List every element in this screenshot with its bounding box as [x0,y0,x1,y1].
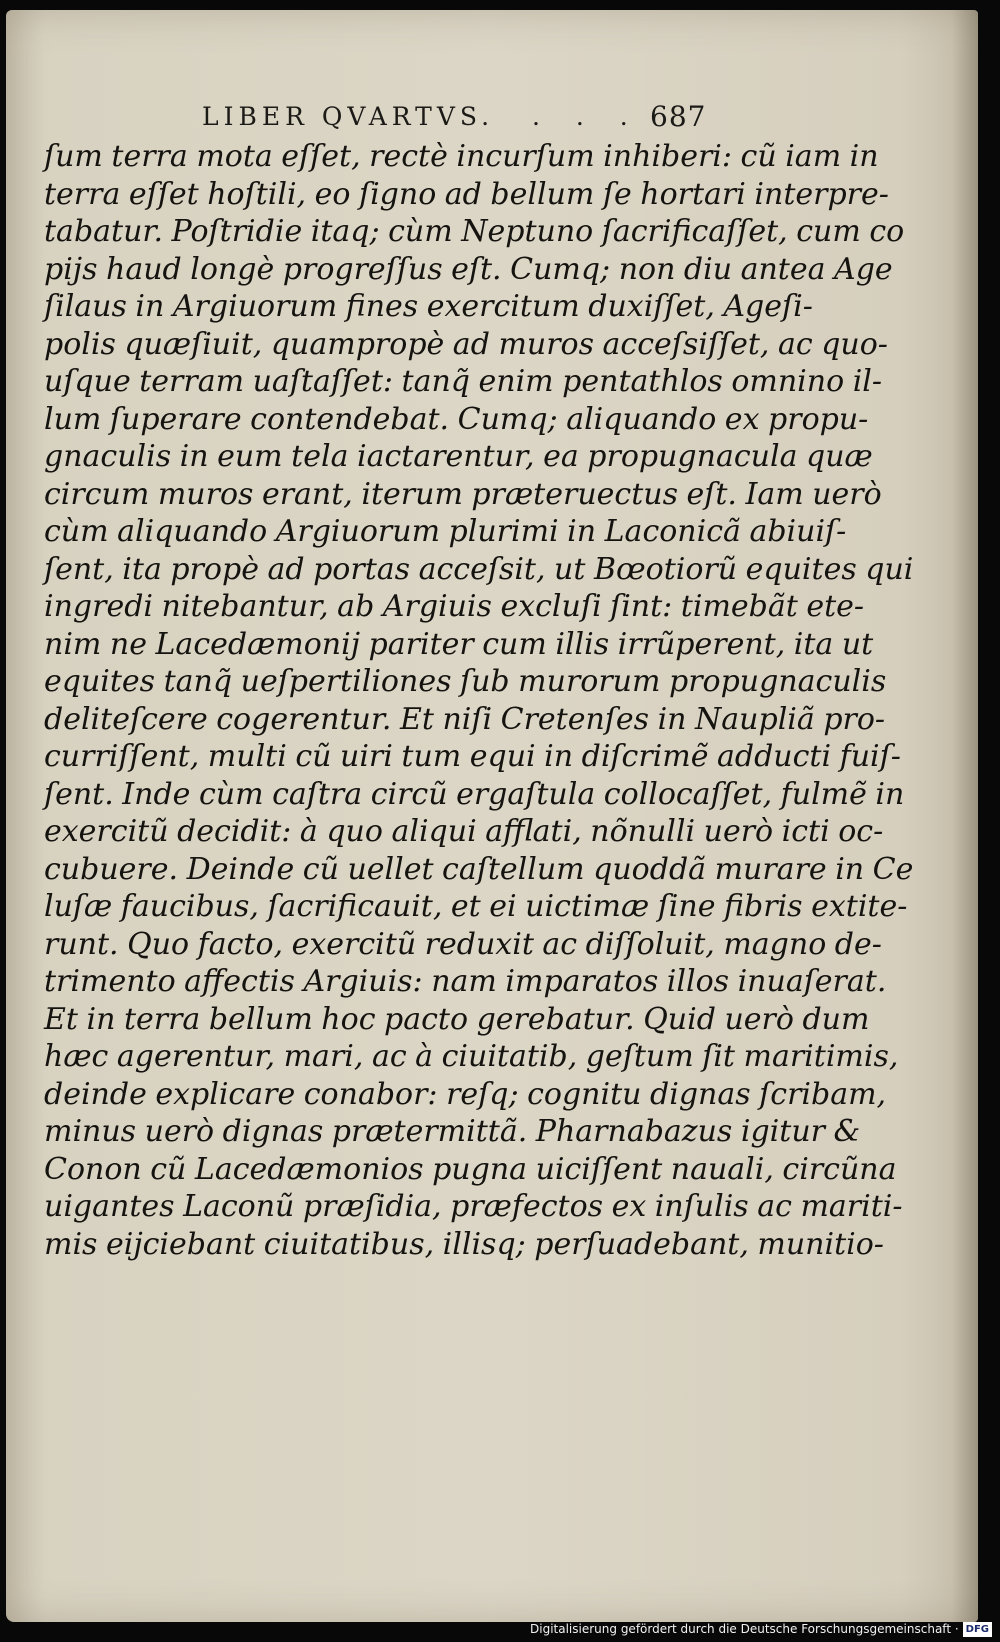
text-line: uſque terram uaſtaſſet: tanq̃ enim pentathlos omnino il- [44,364,883,399]
running-head: LIBER QVARTVS. [202,102,495,131]
text-line: curriſſent, multi cũ uiri tum equi in diſcrimẽ adducti fuiſ- [44,739,901,774]
text-line: runt. Quo facto, exercitũ reduxit ac diſſoluit, magno de- [44,926,882,962]
book-page [6,10,978,1622]
text-line: Et in terra bellum hoc pacto gerebatur. Quid uerò dum [44,1001,870,1037]
dfg-logo: DFG [963,1622,992,1637]
page-number: 687 [650,100,707,133]
text-line: luſæ faucibus, ſacrificauit, et ei uictimæ ſine fibris extite- [44,889,908,924]
text-line: ſum terra mota eſſet, rectè incurſum inhiberi: cũ iam in [44,139,879,174]
text-line: cubuere. Deinde cũ uellet caſtellum quoddã murare in Ce [44,851,914,887]
text-line: ingredi nitebantur, ab Argiuis excluſi ſint: timebãt ete- [44,589,865,624]
text-line: Conon cũ Lacedæmonios pugna uiciſſent nauali, circũna [44,1151,897,1187]
text-line: circum muros erant, iterum præteruectus eſt. Iam uerò [44,476,882,512]
text-line: nim ne Lacedæmonij pariter cum illis irrũperent, ita ut [44,626,874,662]
page-edge-shadow [952,10,978,1622]
text-line: hæc agerentur, mari, ac à ciuitatib, geſtum ſit maritimis, [44,1039,899,1074]
text-line: deinde explicare conabor: reſq; cognitu dignas ſcribam, [44,1076,887,1112]
text-line: tabatur. Poſtridie itaq; cùm Neptuno ſacrificaſſet, cum co [44,214,905,249]
text-line: ſent. Inde cùm caſtra circũ ergaſtula collocaſſet, fulmẽ in [44,776,905,812]
text-line: uigantes Laconũ præſidia, præfectos ex inſulis ac mariti- [44,1189,903,1224]
text-line: deliteſcere cogerentur. Et niſi Cretenſes in Naupliã pro- [44,701,886,737]
text-line: lum ſuperare contendebat. Cumq; aliquando ex propu- [44,401,869,437]
text-line: ſent, ita propè ad portas acceſsit, ut Bœotiorũ equites qui [44,551,914,587]
body-text [44,138,914,1263]
text-line: gnaculis in eum tela iactarentur, ea propugnacula quæ [44,439,873,474]
credit-text: Digitalisierung gefördert durch die Deutsche Forschungsgemeinschaft · [530,1622,959,1636]
text-line: equites tanq̃ ueſpertiliones ſub murorum propugnaculis [44,664,887,699]
text-line: trimento affectis Argiuis: nam imparatos illos inuaſerat. [44,964,887,999]
text-line: cùm aliquando Argiuorum plurimi in Laconicã abiuiſ- [44,514,847,549]
text-line: polis quæſiuit, quampropè ad muros acceſsiſſet, ac quo- [44,326,888,362]
digitization-credit [530,1620,992,1638]
text-line: minus uerò dignas prætermittã. Pharnabazus igitur & [44,1114,861,1149]
text-line: mis eijciebant ciuitatibus, illisq; perſuadebant, munitio- [44,1226,884,1262]
text-line: exercitũ decidit: à quo aliqui afflati, nõnulli uerò icti oc- [44,814,884,849]
page-header [202,102,722,138]
text-line: terra eſſet hoſtili, eo ſigno ad bellum ſe hortari interpre- [44,176,889,212]
text-line: pijs haud longè progreſſus eſt. Cumq; non diu antea Age [44,251,893,287]
text-line: ſilaus in Argiuorum fines exercitum duxiſſet, Ageſi- [44,289,813,324]
header-dots: . . . [532,102,642,131]
